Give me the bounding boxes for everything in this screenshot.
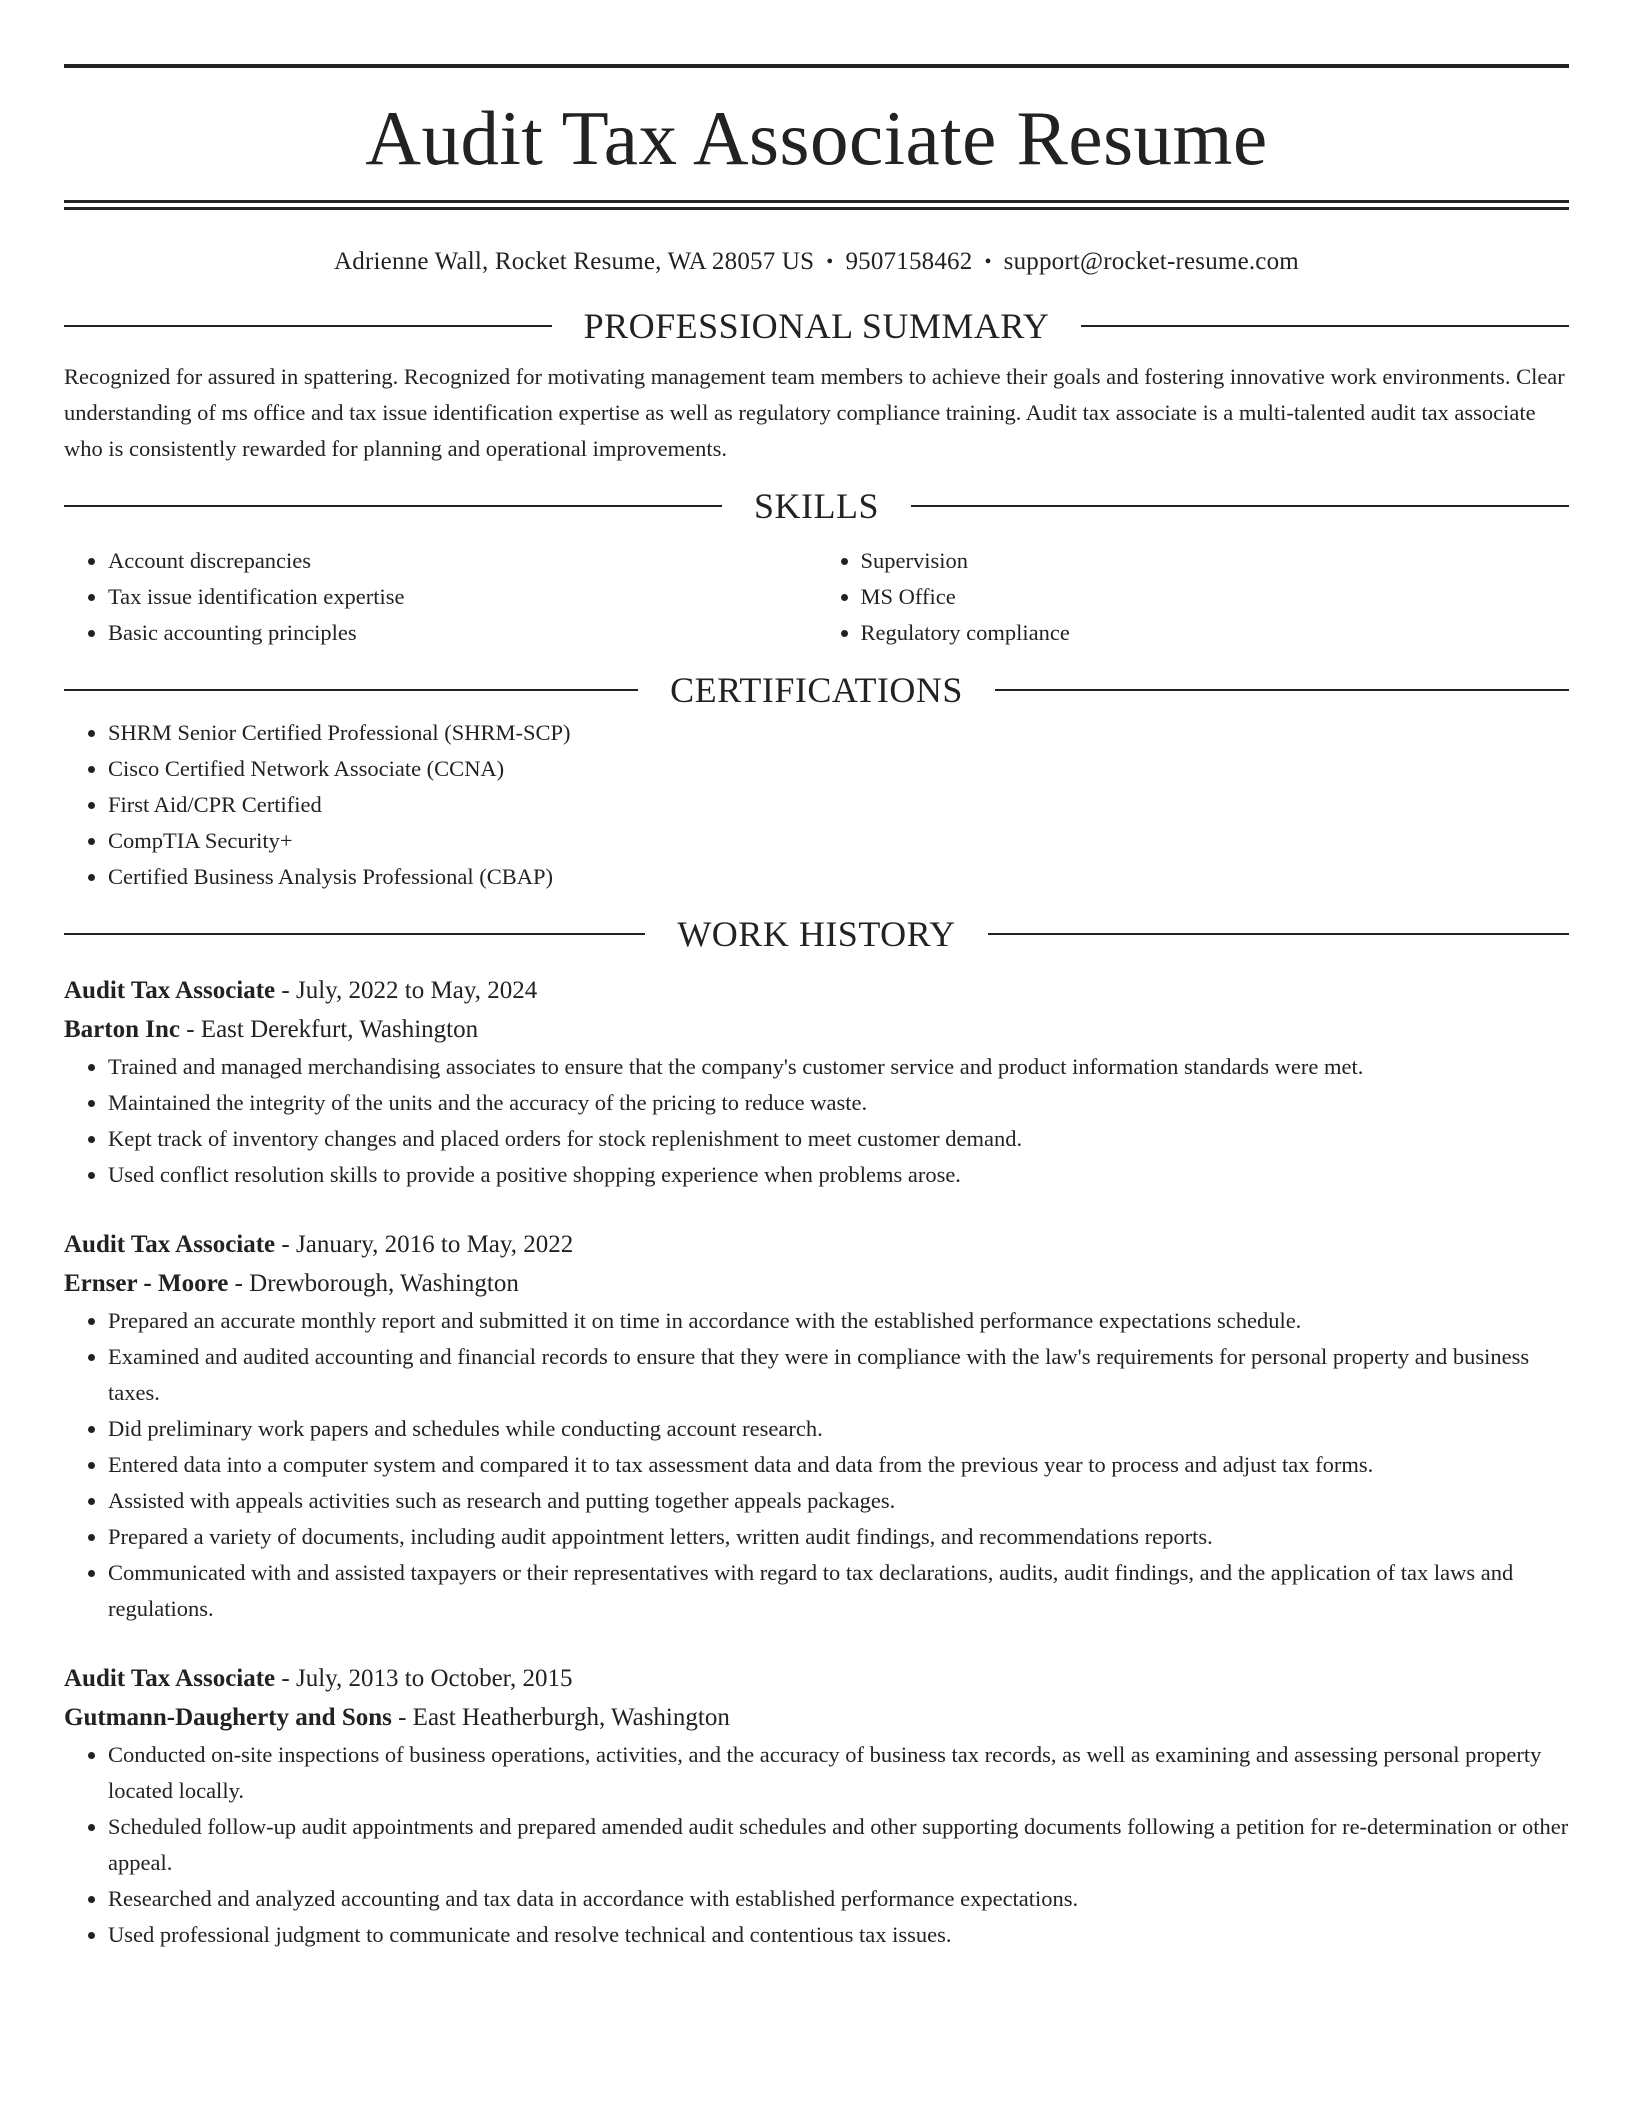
job-bullet: • Used conflict resolution skills to provide a positive shopping experience when problems arose. <box>108 1157 1569 1193</box>
skill-item: • Basic accounting principles <box>108 615 817 651</box>
certification-item: • Cisco Certified Network Associate (CCNA) <box>108 751 1569 787</box>
contact-email: support@rocket-resume.com <box>1003 248 1299 275</box>
summary-section-header <box>64 301 1569 351</box>
certification-item: • Certified Business Analysis Professional (CBAP) <box>108 859 1569 895</box>
certification-item: • SHRM Senior Certified Professional (SHRM-SCP) <box>108 715 1569 751</box>
job-bullet: • Conducted on-site inspections of business operations, activities, and the accuracy of business tax records, as well as examining and assessing personal property located locally. <box>108 1737 1569 1809</box>
certifications-heading: CERTIFICATIONS <box>670 670 963 710</box>
summary-text: Recognized for assured in spattering. Recognized for motivating management team members to achieve their goals and fostering innovative work environments. Clear understanding of ms office and tax issue identification expertise as well as regulatory compliance training. Audit tax associate is a multi-talented audit tax associate who is consistently rewarded for planning and operational improvements. <box>64 364 1565 461</box>
job-bullet: • Entered data into a computer system and compared it to tax assessment data and data from the previous year to process and adjust tax forms. <box>108 1447 1569 1483</box>
section-rule-left <box>64 689 638 691</box>
job-entry <box>64 1659 1569 1953</box>
summary-heading: PROFESSIONAL SUMMARY <box>583 306 1050 346</box>
job-title-line <box>64 1659 1569 1698</box>
section-rule-left <box>64 505 722 507</box>
job-bullet: • Used professional judgment to communicate and resolve technical and contentious tax issues. <box>108 1917 1569 1953</box>
job-title: Audit Tax Associate <box>64 977 276 1004</box>
job-company-line <box>64 1264 1569 1303</box>
job-bullet: • Maintained the integrity of the units and the accuracy of the pricing to reduce waste. <box>108 1085 1569 1121</box>
section-rule-right <box>995 689 1569 691</box>
job-bullets <box>64 1049 1569 1193</box>
skill-item: • MS Office <box>861 579 1570 615</box>
contact-line <box>64 244 1569 280</box>
skill-item: • Supervision <box>861 543 1570 579</box>
job-bullet: • Researched and analyzed accounting and tax data in accordance with established performance expectations. <box>108 1881 1569 1917</box>
job-company: Ernser - Moore <box>64 1270 229 1297</box>
job-title: Audit Tax Associate <box>64 1231 276 1258</box>
job-dates: - July, 2022 to May, 2024 <box>275 977 538 1004</box>
job-bullets <box>64 1303 1569 1627</box>
section-rule-right <box>911 505 1569 507</box>
section-rule-left <box>64 933 645 935</box>
certifications-list <box>64 715 1569 895</box>
job-bullet: • Scheduled follow-up audit appointments and prepared amended audit schedules and other supporting documents following a petition for re-determination or other appeal. <box>108 1809 1569 1881</box>
job-location: - East Derekfurt, Washington <box>179 1016 479 1043</box>
job-title: Audit Tax Associate <box>64 1665 276 1692</box>
contact-separator: • <box>984 251 992 273</box>
section-rule-right <box>1081 325 1569 327</box>
contact-phone: 9507158462 <box>845 248 973 275</box>
job-bullet: • Did preliminary work papers and schedules while conducting account research. <box>108 1411 1569 1447</box>
contact-separator: • <box>826 251 834 273</box>
job-entry <box>64 1225 1569 1627</box>
skill-item: • Account discrepancies <box>108 543 817 579</box>
title-double-rule <box>64 200 1569 210</box>
job-bullet: • Communicated with and assisted taxpayers or their representatives with regard to tax declarations, audits, audit findings, and the application of tax laws and regulations. <box>108 1555 1569 1627</box>
section-rule-right <box>988 933 1569 935</box>
job-company: Gutmann-Daugherty and Sons <box>64 1704 392 1731</box>
job-company-line <box>64 1698 1569 1737</box>
skills-list-left <box>64 543 817 651</box>
job-dates: - July, 2013 to October, 2015 <box>275 1665 573 1692</box>
job-bullet: • Prepared a variety of documents, including audit appointment letters, written audit findings, and recommendations reports. <box>108 1519 1569 1555</box>
job-bullets <box>64 1737 1569 1953</box>
job-bullet: • Examined and audited accounting and financial records to ensure that they were in compliance with the law's requirements for personal property and business taxes. <box>108 1339 1569 1411</box>
job-company-line <box>64 1010 1569 1049</box>
skills-heading: SKILLS <box>754 486 880 526</box>
skills-list-right <box>817 543 1570 651</box>
skills-section-header <box>64 481 1569 531</box>
job-title-line <box>64 971 1569 1010</box>
job-location: - Drewborough, Washington <box>228 1270 519 1297</box>
resume-title: Audit Tax Associate Resume <box>365 95 1268 181</box>
job-location: - East Heatherburgh, Washington <box>391 1704 730 1731</box>
certification-item: • First Aid/CPR Certified <box>108 787 1569 823</box>
work-history-section-header <box>64 909 1569 959</box>
job-bullet: • Kept track of inventory changes and placed orders for stock replenishment to meet customer demand. <box>108 1121 1569 1157</box>
job-bullet: • Assisted with appeals activities such as research and putting together appeals packages. <box>108 1483 1569 1519</box>
job-company: Barton Inc <box>64 1016 180 1043</box>
job-entry <box>64 971 1569 1193</box>
work-history-heading: WORK HISTORY <box>677 914 956 954</box>
skill-item: • Regulatory compliance <box>861 615 1570 651</box>
job-dates: - January, 2016 to May, 2022 <box>275 1231 574 1258</box>
skills-grid <box>64 543 1569 651</box>
certifications-section-header <box>64 665 1569 715</box>
certification-item: • CompTIA Security+ <box>108 823 1569 859</box>
job-bullet: • Prepared an accurate monthly report and submitted it on time in accordance with the established performance expectations schedule. <box>108 1303 1569 1339</box>
title-block <box>64 64 1569 210</box>
job-bullet: • Trained and managed merchandising associates to ensure that the company's customer service and product information standards were met. <box>108 1049 1569 1085</box>
job-title-line <box>64 1225 1569 1264</box>
section-rule-left <box>64 325 552 327</box>
contact-address: Adrienne Wall, Rocket Resume, WA 28057 US <box>334 248 815 275</box>
skill-item: • Tax issue identification expertise <box>108 579 817 615</box>
